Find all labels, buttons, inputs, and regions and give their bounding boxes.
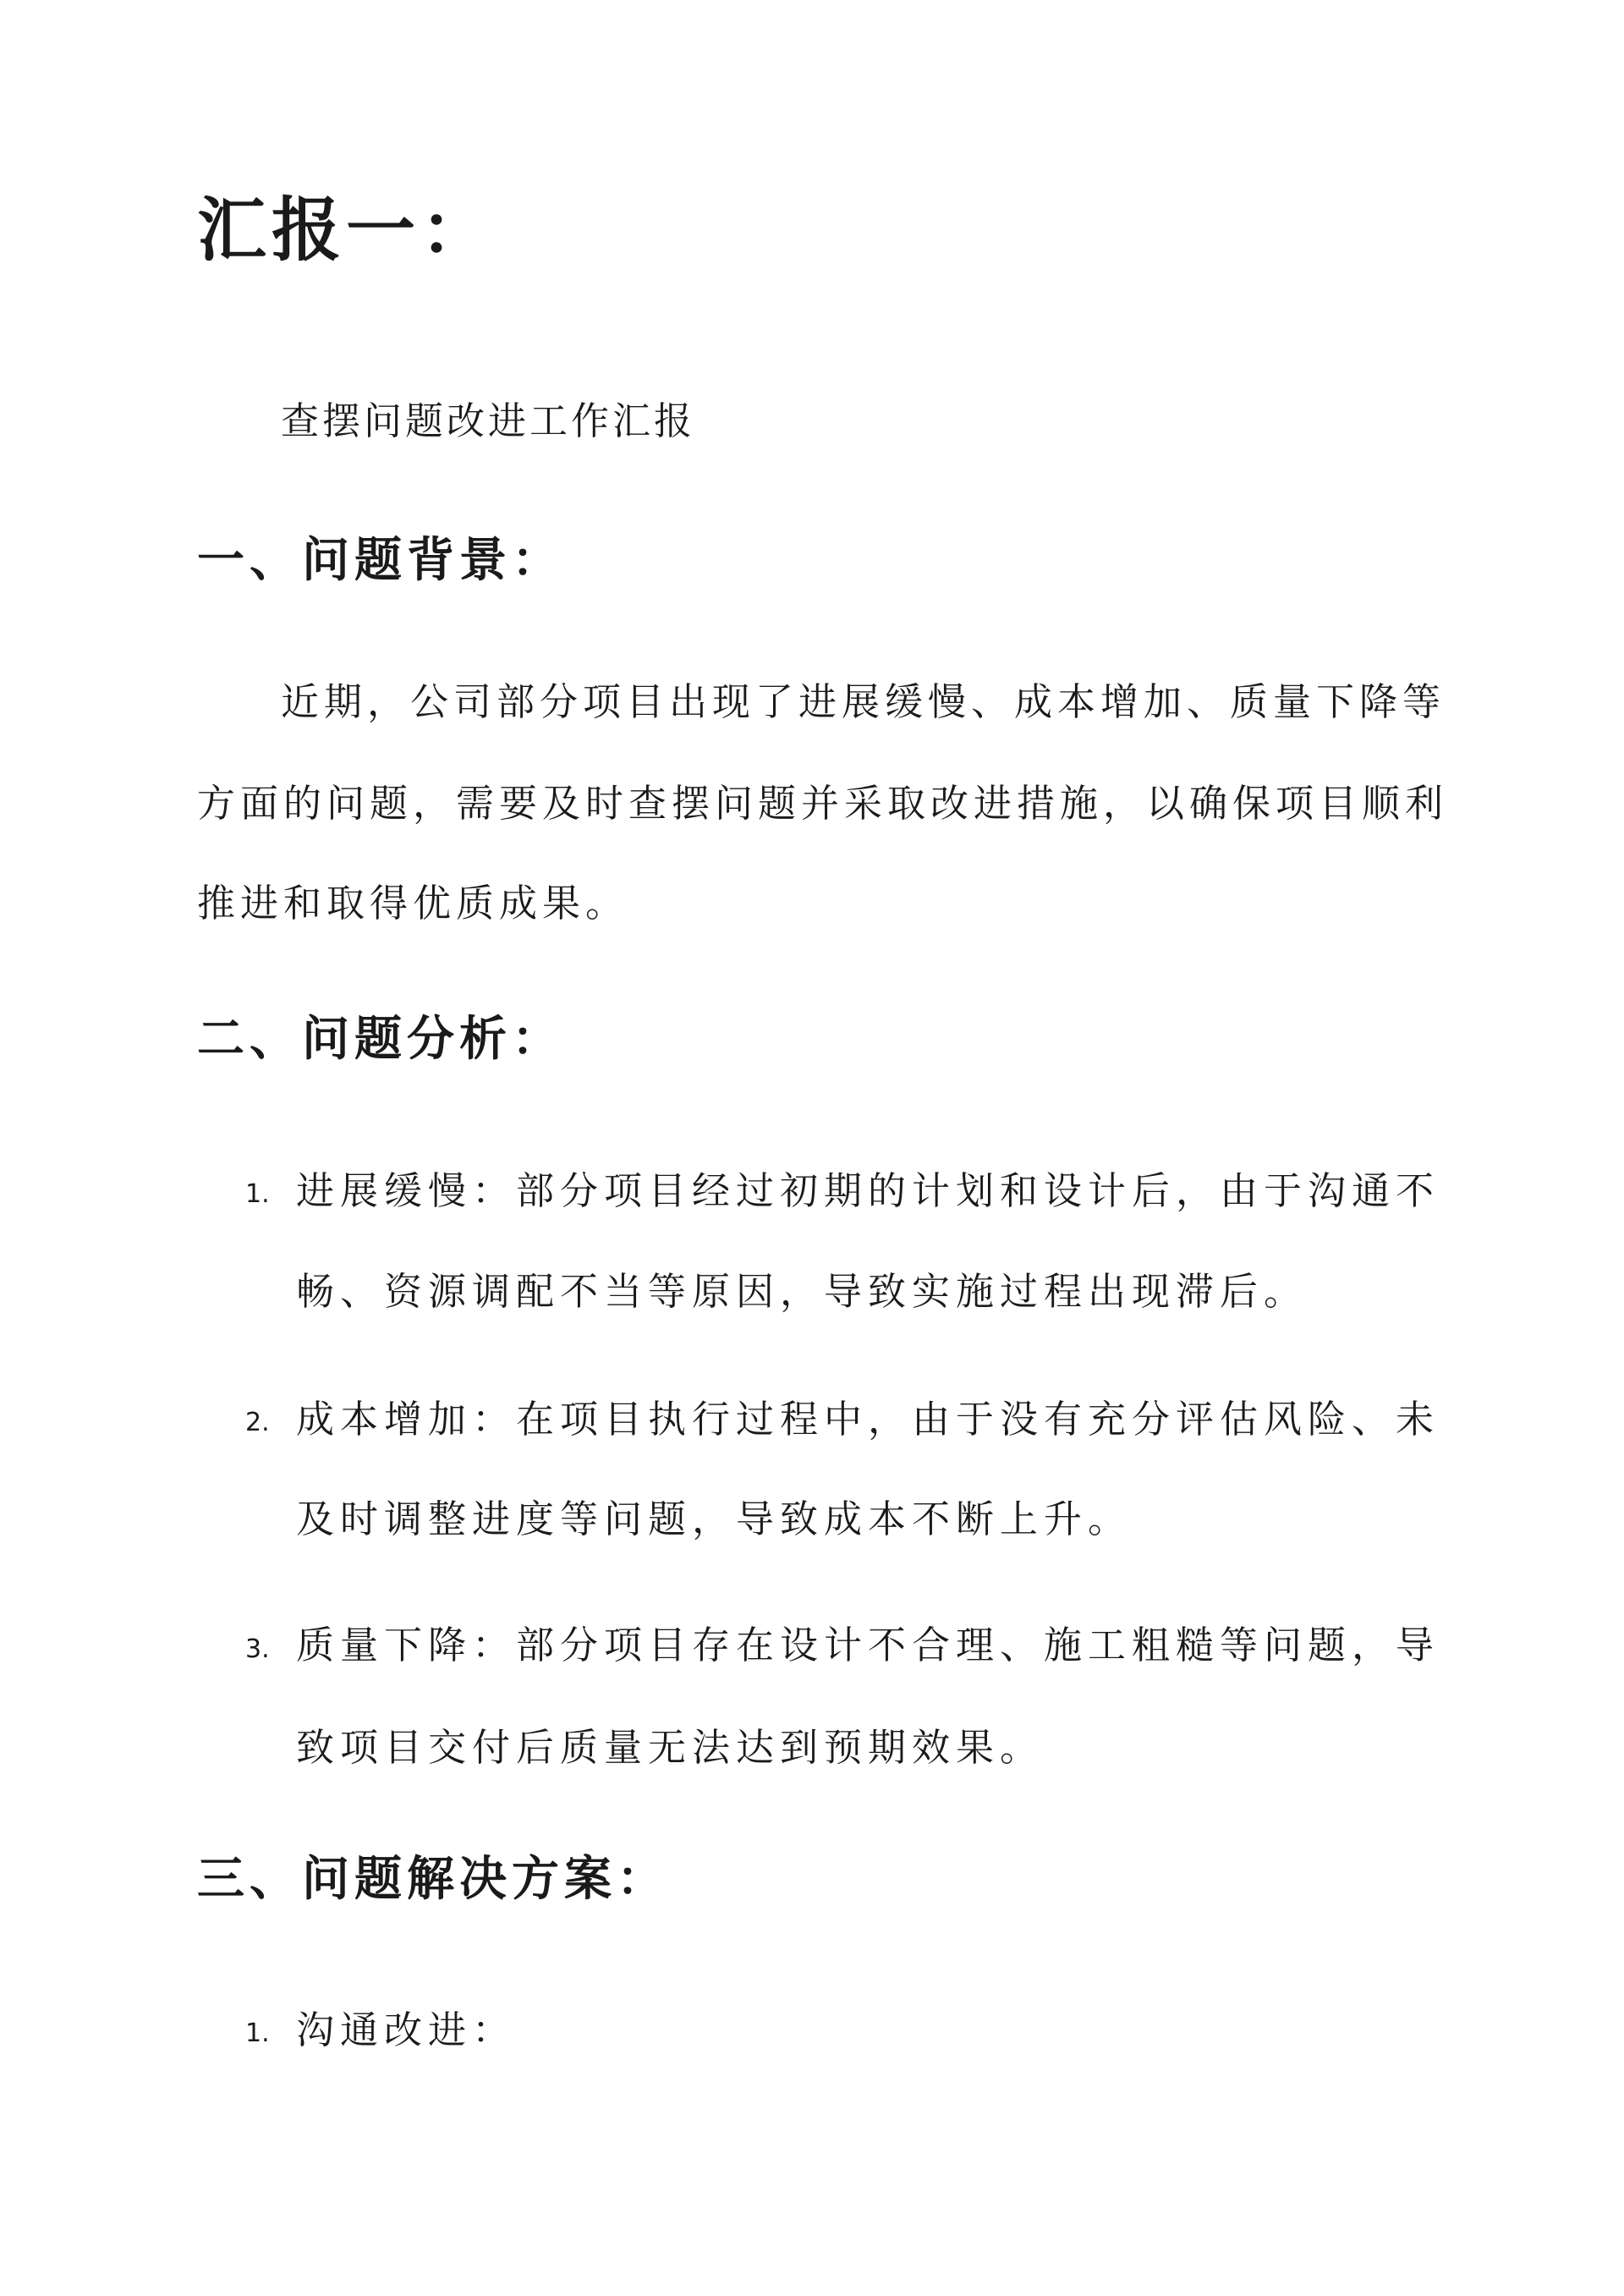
section-heading-analysis: 二、问题分析：: [197, 1011, 564, 1067]
paragraph-line: 方面的问题，需要及时查摆问题并采取改进措施，以确保项目顺利: [197, 781, 1449, 826]
document-subtitle: 查摆问题改进工作汇报: [281, 398, 696, 443]
document-title: 汇报一：: [197, 190, 496, 271]
list-item-number: 3.: [245, 1634, 270, 1664]
list-item-line: 沟通改进：: [296, 2008, 517, 2052]
list-item-line: 畅、资源调配不当等原因，导致实施过程出现滞后。: [296, 1269, 1309, 1314]
list-item-number: 2.: [245, 1408, 270, 1437]
paragraph-line: 近期，公司部分项目出现了进展缓慢、成本增加、质量下降等: [281, 679, 1446, 724]
list-item-number: 1.: [245, 1179, 270, 1209]
section-heading-background: 一、问题背景：: [197, 532, 564, 588]
list-item-line: 成本增加：在项目执行过程中，由于没有充分评估风险、未: [296, 1397, 1440, 1442]
list-item-line: 进展缓慢：部分项目经过初期的计划和设计后，由于沟通不: [296, 1168, 1440, 1213]
list-item-line: 质量下降：部分项目存在设计不合理、施工粗糙等问题，导: [296, 1623, 1440, 1667]
list-item-line: 致项目交付后质量无法达到预期效果。: [296, 1725, 1045, 1770]
list-item-number: 1.: [245, 2019, 270, 2048]
section-heading-solution: 三、问题解决方案：: [197, 1851, 669, 1907]
paragraph-line: 推进和取得优质成果。: [197, 881, 629, 926]
list-item-line: 及时调整进度等问题，导致成本不断上升。: [296, 1497, 1133, 1541]
